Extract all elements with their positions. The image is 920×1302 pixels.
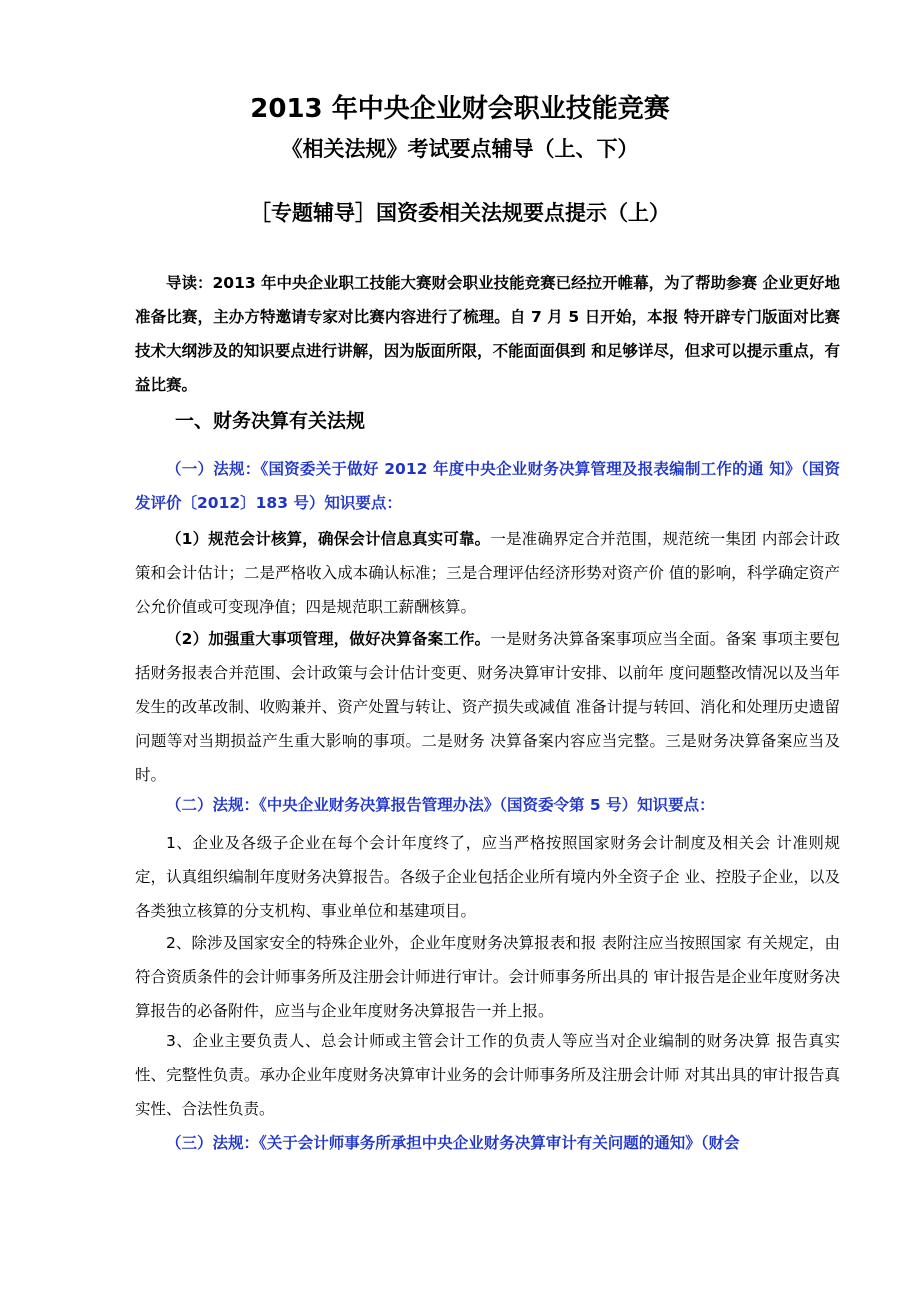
point-1-paragraph: 1、企业及各级子企业在每个会计年度终了，应当严格按照国家财务会计制度及相关会 计准则规定，认真组织编制年度财务决算报告。各级子企业包括企业所有境内外全资子企 业、控股子企业，以及各类独立核算的分支机构、事业单位和基建项目。 [135, 834, 840, 920]
law-heading-1: （一）法规：《国资委关于做好 2012 年度中央企业财务决算管理及报表编制工作的通 知》（国资发评价〔2012〕183 号）知识要点： [135, 460, 840, 512]
heading-financial-settlement: 一、财务决算有关法规 [175, 410, 366, 432]
item-2-body: 一是财务决算备案事项应当全面。备案 事项主要包括财务报表合并范围、会计政策与会计估计变更、财务决算审计安排、以前年 度问题整改情况以及当年发生的改革改制、收购兼并、资产处置与转让、资产损失或减值 准备计提与转回、消化和处理历史遗留问题等对当期损益产生重大影响的事项。二是财务 决算备案内容应当完整。三是财务决算备案应当及时。 [135, 630, 840, 784]
item-2-lead: （2）加强重大事项管理，做好决算备案工作。 [166, 630, 491, 648]
point-3-paragraph: 3、企业主要负责人、总会计师或主管会计工作的负责人等应当对企业编制的财务决算 报告真实性、完整性负责。承办企业年度财务决算审计业务的会计师事务所及注册会计师 对其出具的审计报告真实性、合法性负责。 [135, 1032, 840, 1118]
document-title: 2013 年中央企业财会职业技能竞赛 [250, 94, 670, 124]
point-2-paragraph: 2、除涉及国家安全的特殊企业外，企业年度财务决算报表和报 表附注应当按照国家 有关规定，由符合资质条件的会计师事务所及注册会计师进行审计。会计师事务所出具的 审计报告是企业年度财务决算报告的必备附件，应当与企业年度财务决算报告一并上报。 [135, 934, 841, 1020]
item-2-paragraph [135, 622, 840, 792]
document-subtitle: 《相关法规》考试要点辅导（上、下） [281, 137, 639, 161]
law-heading-3: （三）法规：《关于会计师事务所承担中央企业财务决算审计有关问题的通知》（财会 [166, 1134, 740, 1152]
law-heading-2: （二）法规：《中央企业财务决算报告管理办法》（国资委令第 5 号）知识要点： [166, 796, 715, 814]
item-1-paragraph [135, 522, 840, 624]
item-1-body: 一是准确界定合并范围，规范统一集团 内部会计政策和会计估计；二是严格收入成本确认标准；三是合理评估经济形势对资产价 值的影响，科学确定资产公允价值或可变现净值；四是规范职工薪酬核算。 [135, 530, 840, 616]
section-title: ［专题辅导］国资委相关法规要点提示（上） [250, 201, 670, 225]
item-1-lead: （1）规范会计核算，确保会计信息真实可靠。 [166, 530, 491, 548]
intro-paragraph: 导读：2013 年中央企业职工技能大赛财会职业技能竞赛已经拉开帷幕，为了帮助参赛 企业更好地准备比赛，主办方特邀请专家对比赛内容进行了梳理。自 7 月 5 日开始，本报 特开辟专门版面对比赛技术大纲涉及的知识要点进行讲解，因为版面所限，不能面面俱到 和足够详尽，但求可以提示重点，有益比赛。 [135, 274, 840, 394]
